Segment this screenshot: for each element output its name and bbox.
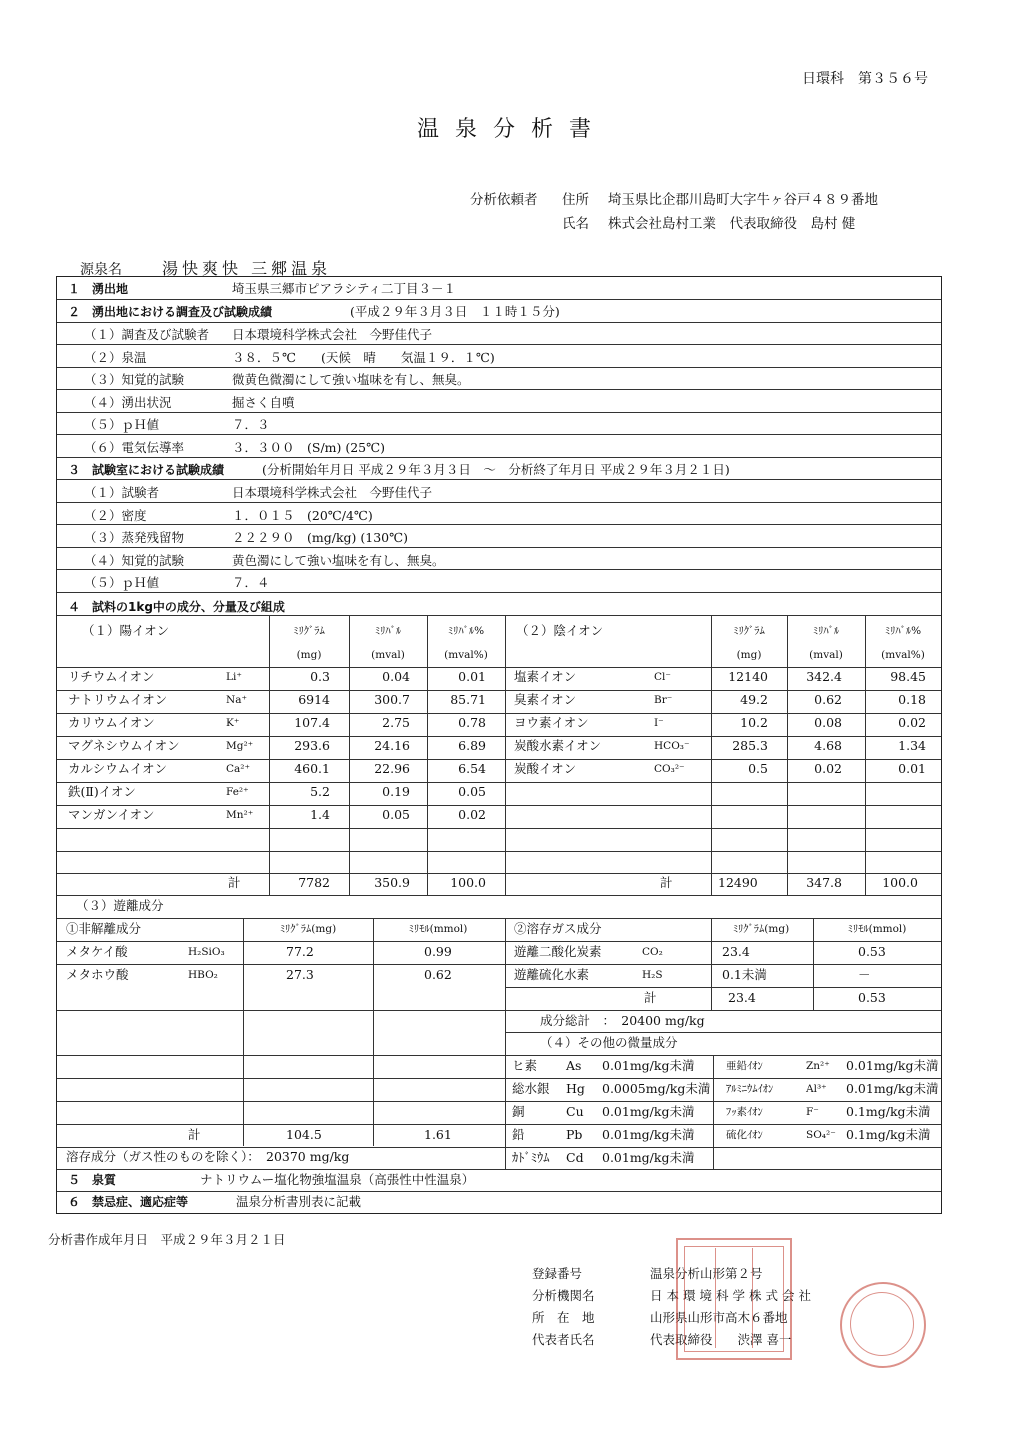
anion-name: 塩素イオン bbox=[514, 669, 577, 684]
anion-mg: 49.2 bbox=[740, 692, 768, 707]
anion-mval: 0.62 bbox=[814, 692, 842, 707]
section-4-label: ４ 試料の1kg中の成分、分量及び組成 bbox=[68, 600, 285, 614]
anion-mval: 0.08 bbox=[814, 715, 842, 730]
trace-right-symbol: Al³⁺ bbox=[806, 1083, 827, 1095]
trace-right-value: 0.1mg/kg未満 bbox=[846, 1104, 931, 1119]
anion-mval: 4.68 bbox=[814, 738, 842, 753]
representative-seal-stamp bbox=[840, 1282, 926, 1368]
trace-right-symbol: Zn²⁺ bbox=[806, 1060, 830, 1072]
cation-mg: 0.3 bbox=[310, 669, 330, 684]
cation-mg: 1.4 bbox=[310, 807, 330, 822]
nonion-symbol: HBO₂ bbox=[188, 969, 218, 981]
source-label: 源泉名 bbox=[80, 262, 122, 278]
section-2-item-value: 微黄色微濁にして強い塩味を有し、無臭。 bbox=[232, 372, 470, 387]
cation-pct: 85.71 bbox=[450, 692, 486, 707]
trace-left-value: 0.01mg/kg未満 bbox=[602, 1058, 695, 1073]
anion-mval: 342.4 bbox=[806, 669, 842, 684]
cation-total-label: 計 bbox=[228, 875, 241, 890]
anion-col-pct: ﾐﾘﾊﾞﾙ% bbox=[884, 625, 922, 637]
cation-name: カルシウムイオン bbox=[68, 761, 167, 776]
section-2-item-label: （４）湧出状況 bbox=[84, 394, 172, 410]
requester-label: 分析依頼者 bbox=[470, 192, 538, 208]
trace-right-value: 0.1mg/kg未満 bbox=[846, 1127, 931, 1142]
section-3-item-label: （５）ｐＨ値 bbox=[84, 575, 160, 590]
anion-symbol: Br⁻ bbox=[654, 694, 673, 706]
cation-name: マンガンイオン bbox=[68, 807, 155, 822]
cation-mval: 300.7 bbox=[374, 692, 410, 707]
section-3-item-label: （２）密度 bbox=[84, 507, 147, 523]
section-5-value: ナトリウムー塩化物強塩温泉（高張性中性温泉） bbox=[200, 1172, 475, 1187]
requester-address-label: 住所 bbox=[562, 192, 589, 208]
address-label: 所 在 地 bbox=[532, 1310, 595, 1325]
gas-col-mmol: ﾐﾘﾓﾙ(mmol) bbox=[847, 923, 907, 935]
section-3-item-label: （３）蒸発残留物 bbox=[84, 530, 185, 545]
representative-label: 代表者氏名 bbox=[532, 1332, 595, 1347]
trace-left-symbol: Cu bbox=[566, 1104, 584, 1119]
cation-pct: 6.54 bbox=[458, 761, 486, 776]
nonion-total-mg: 104.5 bbox=[286, 1127, 322, 1142]
anion-col-mval: ﾐﾘﾊﾞﾙ bbox=[812, 625, 840, 637]
anion-unit-pct: (mval%) bbox=[881, 649, 925, 661]
cation-pct: 0.02 bbox=[458, 807, 486, 822]
trace-right-symbol: F⁻ bbox=[806, 1106, 819, 1118]
anion-symbol: HCO₃⁻ bbox=[654, 740, 690, 752]
cation-mg: 107.4 bbox=[294, 715, 330, 730]
registration-number: 温泉分析山形第２号 bbox=[650, 1266, 763, 1281]
trace-left-name: 総水銀 bbox=[512, 1081, 550, 1096]
trace-right-value: 0.01mg/kg未満 bbox=[846, 1081, 939, 1096]
cation-pct: 0.05 bbox=[458, 784, 486, 799]
cation-total-mg: 7782 bbox=[298, 875, 330, 890]
section-2-item-label: （１）調査及び試験者 bbox=[84, 327, 210, 342]
section-2-item-value: 日本環境科学株式会社 今野佳代子 bbox=[232, 327, 433, 342]
section-3-item-value: 黄色濁にして強い塩味を有し、無臭。 bbox=[232, 552, 445, 568]
anion-total-mval: 347.8 bbox=[806, 875, 842, 890]
section-3-item-value: ７．４ bbox=[232, 575, 270, 590]
trace-left-name: 鉛 bbox=[512, 1127, 525, 1142]
cation-symbol: Ca²⁺ bbox=[226, 763, 251, 775]
cation-pct: 0.78 bbox=[458, 715, 486, 730]
cation-symbol: K⁺ bbox=[226, 717, 240, 729]
document-number: 日環科 第３５６号 bbox=[802, 71, 928, 87]
dissolved-components: 溶存成分（ガス性のものを除く）： 20370 mg/kg bbox=[66, 1149, 350, 1164]
organization-name: 日本環境科学株式会社 bbox=[650, 1288, 816, 1303]
cation-unit-pct: (mval%) bbox=[444, 649, 488, 661]
anion-name: 炭酸イオン bbox=[514, 761, 577, 776]
anion-mg: 0.5 bbox=[748, 761, 768, 776]
anion-total-mg: 12490 bbox=[718, 875, 758, 890]
anion-symbol: I⁻ bbox=[654, 717, 664, 729]
cation-mg: 293.6 bbox=[294, 738, 330, 753]
nonion-name: メタホウ酸 bbox=[66, 967, 129, 982]
cation-mval: 0.05 bbox=[382, 807, 410, 822]
trace-left-symbol: Pb bbox=[566, 1127, 583, 1142]
nonion-heading: ①非解離成分 bbox=[66, 921, 142, 936]
section-3-value: (分析開始年月日 平成２９年３月３日 ～ 分析終了年月日 平成２９年３月２１日) bbox=[262, 462, 730, 477]
section-5-label: ５ 泉質 bbox=[68, 1173, 117, 1187]
trace-left-value: 0.01mg/kg未満 bbox=[602, 1104, 695, 1119]
requester-address: 埼玉県比企郡川島町大字牛ヶ谷戸４８９番地 bbox=[608, 192, 878, 208]
section-3-item-label: （４）知覚的試験 bbox=[84, 552, 185, 568]
section-2-label: ２ 湧出地における調査及び試験成績 bbox=[68, 305, 273, 319]
registration-label: 登録番号 bbox=[532, 1266, 583, 1281]
section-3-item-label: （１）試験者 bbox=[84, 485, 160, 500]
section-2-item-value: 掘さく自噴 bbox=[232, 394, 295, 410]
anion-symbol: CO₃²⁻ bbox=[654, 763, 685, 775]
nonion-total-label: 計 bbox=[188, 1127, 201, 1142]
nonion-symbol: H₂SiO₃ bbox=[188, 946, 225, 958]
anion-pct: 0.02 bbox=[898, 715, 926, 730]
cation-symbol: Li⁺ bbox=[226, 671, 242, 683]
section-2-item-value: ３．３００ (S/m) (25℃) bbox=[232, 439, 385, 455]
nonion-name: メタケイ酸 bbox=[66, 944, 128, 959]
requester-name: 株式会社島村工業 代表取締役 島村 健 bbox=[608, 216, 856, 232]
trace-left-name: ヒ素 bbox=[512, 1058, 538, 1073]
source-name: 湯快爽快 三郷温泉 bbox=[162, 259, 332, 278]
cation-col-pct: ﾐﾘﾊﾞﾙ% bbox=[447, 625, 485, 637]
gas-mg: 0.1未満 bbox=[722, 967, 767, 982]
trace-left-name: 銅 bbox=[512, 1104, 525, 1119]
section-6-value: 温泉分析書別表に記載 bbox=[236, 1194, 362, 1209]
anion-col-mg: ﾐﾘｸﾞﾗﾑ bbox=[733, 625, 765, 637]
trace-left-symbol: As bbox=[566, 1058, 582, 1073]
cation-symbol: Fe²⁺ bbox=[226, 786, 249, 798]
section-2-item-label: （３）知覚的試験 bbox=[84, 372, 185, 387]
section-2-item-label: （６）電気伝導率 bbox=[84, 439, 185, 455]
trace-right-name: ｱﾙﾐﾆｳﾑｲｵﾝ bbox=[726, 1083, 774, 1095]
trace-left-value: 0.01mg/kg未満 bbox=[602, 1127, 695, 1142]
section-2-value: (平成２９年３月３日 １１時１５分) bbox=[350, 304, 560, 319]
nonion-mg: 77.2 bbox=[286, 944, 314, 959]
cation-heading: （１）陽イオン bbox=[82, 623, 170, 638]
cation-mval: 0.04 bbox=[382, 669, 410, 684]
anion-name: 炭酸水素イオン bbox=[514, 738, 602, 753]
section-2-item-value: ７．３ bbox=[232, 417, 270, 432]
nonion-col-mg: ﾐﾘｸﾞﾗﾑ(mg) bbox=[279, 923, 337, 935]
anion-total-label: 計 bbox=[660, 875, 673, 890]
cation-mval: 2.75 bbox=[382, 715, 410, 730]
anion-mg: 10.2 bbox=[740, 715, 768, 730]
anion-mg: 12140 bbox=[728, 669, 768, 684]
gas-total-mg: 23.4 bbox=[728, 990, 756, 1005]
cation-mval: 0.19 bbox=[382, 784, 410, 799]
trace-right-value: 0.01mg/kg未満 bbox=[846, 1058, 939, 1073]
company-seal-stamp bbox=[676, 1238, 792, 1360]
trace-right-symbol: SO₄²⁻ bbox=[806, 1129, 836, 1141]
cation-symbol: Mg²⁺ bbox=[226, 740, 254, 752]
cation-unit-mval: (mval) bbox=[371, 649, 405, 661]
cation-pct: 0.01 bbox=[458, 669, 486, 684]
cation-mval: 22.96 bbox=[374, 761, 410, 776]
cation-pct: 6.89 bbox=[458, 738, 486, 753]
nonion-total-mmol: 1.61 bbox=[424, 1127, 452, 1142]
nonion-mmol: 0.62 bbox=[424, 967, 452, 982]
trace-left-value: 0.0005mg/kg未満 bbox=[602, 1081, 711, 1096]
gas-mmol: － bbox=[858, 967, 871, 982]
gas-symbol: CO₂ bbox=[642, 946, 663, 958]
section-2-item-label: （２）泉温 bbox=[84, 349, 147, 365]
trace-right-name: ﾌｯ素ｲｵﾝ bbox=[726, 1106, 763, 1118]
anion-symbol: Cl⁻ bbox=[654, 671, 671, 683]
section-3-item-value: １．０１５ (20℃/4℃) bbox=[232, 507, 373, 523]
anion-name: ヨウ素イオン bbox=[514, 715, 589, 730]
trace-left-name: ｶﾄﾞﾐｳﾑ bbox=[512, 1150, 550, 1165]
cation-col-mg: ﾐﾘｸﾞﾗﾑ bbox=[293, 625, 325, 637]
section-3-item-value: ２２２９０ (mg/kg) (130℃) bbox=[232, 530, 408, 545]
trace-left-symbol: Cd bbox=[566, 1150, 584, 1165]
gas-mmol: 0.53 bbox=[858, 944, 886, 959]
anion-unit-mval: (mval) bbox=[809, 649, 843, 661]
anion-mg: 285.3 bbox=[732, 738, 768, 753]
requester-name-label: 氏名 bbox=[562, 216, 589, 232]
section-3-label: ３ 試験室における試験成績 bbox=[68, 463, 225, 477]
anion-total-pct: 100.0 bbox=[882, 875, 918, 890]
anion-pct: 98.45 bbox=[890, 669, 926, 684]
anion-unit-mg: (mg) bbox=[736, 649, 762, 661]
cation-total-pct: 100.0 bbox=[450, 875, 486, 890]
section-1-value: 埼玉県三郷市ピアラシティ二丁目３－１ bbox=[232, 281, 457, 296]
trace-left-value: 0.01mg/kg未満 bbox=[602, 1150, 695, 1165]
organization-address: 山形県山形市高木６番地 bbox=[650, 1310, 788, 1325]
cation-mg: 6914 bbox=[298, 692, 330, 707]
cation-symbol: Mn²⁺ bbox=[226, 809, 254, 821]
creation-date: 分析書作成年月日 平成２９年３月２１日 bbox=[48, 1232, 286, 1247]
cation-mval: 24.16 bbox=[374, 738, 410, 753]
gas-symbol: H₂S bbox=[642, 969, 663, 981]
cation-symbol: Na⁺ bbox=[226, 694, 247, 706]
representative-name: 代表取締役 渋澤 喜一 bbox=[650, 1332, 792, 1347]
nonion-mmol: 0.99 bbox=[424, 944, 452, 959]
cation-mg: 460.1 bbox=[294, 761, 330, 776]
cation-name: マグネシウムイオン bbox=[68, 738, 180, 753]
organization-label: 分析機関名 bbox=[532, 1288, 595, 1303]
section-2-item-label: （５）ｐＨ値 bbox=[84, 417, 160, 432]
trace-left-symbol: Hg bbox=[566, 1081, 585, 1096]
trace-right-name: 硫化ｲｵﾝ bbox=[726, 1129, 763, 1141]
section-3-item-value: 日本環境科学株式会社 今野佳代子 bbox=[232, 485, 433, 500]
cation-unit-mg: (mg) bbox=[296, 649, 322, 661]
anion-mval: 0.02 bbox=[814, 761, 842, 776]
cation-name: ナトリウムイオン bbox=[68, 692, 168, 707]
trace-heading: （４）その他の微量成分 bbox=[540, 1035, 678, 1050]
cation-name: リチウムイオン bbox=[68, 669, 155, 684]
section-1-label: １ 湧出地 bbox=[68, 282, 129, 296]
gas-col-mg: ﾐﾘｸﾞﾗﾑ(mg) bbox=[732, 923, 790, 935]
cation-col-mval: ﾐﾘﾊﾞﾙ bbox=[374, 625, 402, 637]
cation-mg: 5.2 bbox=[310, 784, 330, 799]
anion-pct: 0.18 bbox=[898, 692, 926, 707]
section-2-item-value: ３８．５℃ (天候 晴 気温１９．１℃) bbox=[232, 349, 495, 365]
gas-name: 遊離硫化水素 bbox=[514, 967, 590, 982]
anion-pct: 1.34 bbox=[898, 738, 926, 753]
gas-total-label: 計 bbox=[644, 990, 657, 1005]
gas-mg: 23.4 bbox=[722, 944, 750, 959]
trace-right-name: 亜鉛ｲｵﾝ bbox=[726, 1060, 763, 1072]
total-components: 成分総計 ： 20400 mg/kg bbox=[540, 1013, 705, 1028]
gas-total-mmol: 0.53 bbox=[858, 990, 886, 1005]
cation-total-mval: 350.9 bbox=[374, 875, 410, 890]
nonion-col-mmol: ﾐﾘﾓﾙ(mmol) bbox=[408, 923, 468, 935]
page-title: 温泉分析書 bbox=[416, 117, 607, 142]
gas-name: 遊離二酸化炭素 bbox=[514, 944, 602, 959]
anion-heading: （２）陰イオン bbox=[516, 623, 604, 638]
nonion-mg: 27.3 bbox=[286, 967, 314, 982]
cation-name: カリウムイオン bbox=[68, 715, 155, 730]
anion-name: 臭素イオン bbox=[514, 692, 577, 707]
free-components-label: （３）遊離成分 bbox=[76, 898, 164, 913]
anion-pct: 0.01 bbox=[898, 761, 926, 776]
section-6-label: ６ 禁忌症、適応症等 bbox=[68, 1195, 189, 1209]
cation-name: 鉄(Ⅱ)イオン bbox=[68, 784, 136, 799]
gas-heading: ②溶存ガス成分 bbox=[514, 921, 602, 936]
